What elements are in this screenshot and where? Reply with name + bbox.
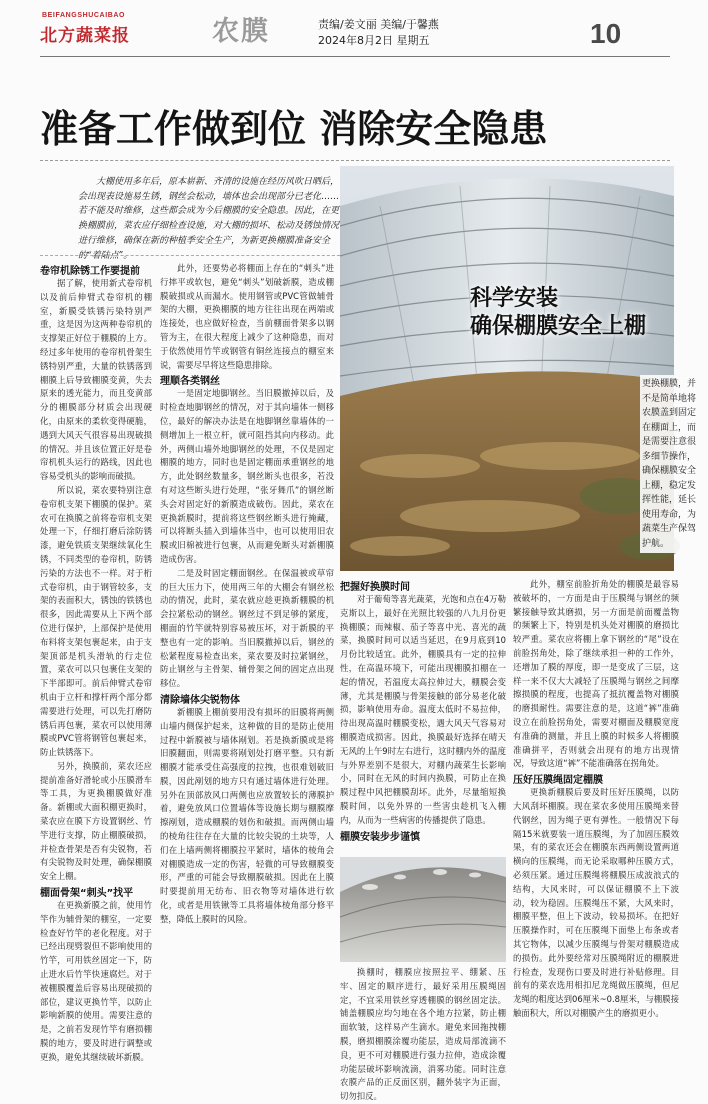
paragraph: 此外，还要势必将棚面上存在的“刺头”进行摔平或软包，避免“刺头”划破新膜，造成棚膜破损或从而漏水。使用钢管或PVC管做辅骨架的大棚，更换棚膜的地方往往出现在两端或连接处，也应做好检查，当前棚面骨架多以钢管为主，在很大程度上减少了这种隐患，而对于依然使用竹竿或钢管有铜丝连接点的棚室来说，需要尽早将这些隐患排除。 bbox=[160, 263, 334, 370]
paragraph: 此外，棚室前脸折角处的棚膜是最容易被破坏的，一方面是由于压膜绳与钢丝的频繁接触导致其磨损，另一方面是前面覆盖物的频繁上下，特别是机头处对棚膜的磨损比较严重。菜农应将棚上拿下钢丝的“尾”设在前脸拐角处，除了继续承担一种的工作外，还增加了膜的厚度，即一是变成了三层，这样一来不仅大大减轻了压膜绳与钢丝之间摩擦损膜的程度，也提高了抵抗覆盖物对棚膜的磨损耐性。需要注意的是，这道“裤”准确设立在前脸拐角处，需要对棚面及棚膜宽度有准确的测量，并且上膜的时候多人将棚膜准确拼平，否则就会出现有的地方出现情况，导致这道“裤”不能准确落在拐角处。 bbox=[513, 579, 679, 769]
paragraph: 所以说，菜农要特别注意卷帘机支架下棚膜的保护。菜农可在换膜之前将卷帘机支架处理一下，仔细打磨后涂防锈漆，避免铁质支架继续氧化生锈，不同类型的卷帘机，防锈污染的方法也不一样。对于桁式卷帘机，由于钢管较多，支架的表面积大，锈蚀的铁锈也很多，因此需要从上下两个部位进行保护，上部保护是使用布料将支架包裹起来，由于支架顶部是机头滑轨的行走位置，菜农可以只包裹住支架的下半部即可。前后伸臂式卷帘机由于立杆和撑杆两个部分都需要进行处理，可以先打磨防锈后再包裹，菜农可以使用薄膜或PVC管将钢管包裹起来，防止铁锈落下。 bbox=[40, 484, 152, 758]
paragraph: 一是固定地脚钢丝。当旧膜撤掉以后，及时检查地脚钢丝的情况，对于其向墙体一侧移位，最好的解决办法是在地脚钢丝靠墙体的一侧增加上一根立杆，就可阻挡其向内移动。此外，两侧山墙外地脚钢丝的处理，不仅是固定棚膜的地方，同时也是固定棚面承重钢丝的地方，此处钢丝数量多，钢丝断头也很多，若没有对这些断头进行处理，“张牙舞爪”的钢丝断头会对固定好的新膜造成破伤。因此，菜农在更换新膜时，提前将这些钢丝断头进行掩藏，可以将断头插入到墙体当中，也可以使用旧农膜或旧棉被进行包裹，从而避免断头对新棚膜造成伤害。 bbox=[160, 388, 334, 564]
column-3-bottom bbox=[340, 966, 506, 1102]
lead-divider bbox=[40, 255, 355, 256]
subheading-timing: 把握好换膜时间 bbox=[340, 582, 410, 593]
lead-paragraph: 大棚使用多年后，原本崭新、齐清的设施在经历风吹日晒后，会出现表设施易生锈，钢丝会松动，墙体也会出现部分已老化……若不能及时维修，这些都会成为今后棚膜的安全隐患。因此，在更换棚膜前，菜农应仔细检查设施，对大棚的损坏、松动及锈蚀情况进行维修，确保在新的种植季安全生产，为新更换棚膜准备安全的“着陆点”。 bbox=[78, 177, 340, 261]
subheading-installation: 棚膜安装步步谨慎 bbox=[340, 831, 420, 843]
paragraph: 新棚膜上棚前要用没有损坏的旧膜将两侧山墙内侧保护起来，这种做的目的是防止使用过程中新膜被与墙体剐划。若是换新膜或是将旧膜翻面，则需要将剐划处打磨平整。只有新棚膜才能承受住高强度的拉拽，也很难划破旧膜，因此剐划的地方只有通过墙体进行处理。另外在顶部放风口两侧也应放置较长的薄膜护着，避免放风口位置墙体等设施长期与棚膜摩擦剐划，造成棚膜的划伤和破损。而两侧山墙的棱角往往存在大量的比较尖锐的土块等，人们在上墙两侧将棚膜拉平紧时，墙体的棱角会对棚膜造成一定的伤害，轻微的可导致棚膜变形，严重的可能会导致棚膜破损。因此在上膜时要提前用无纺布、旧衣物等对墙体进行软化，或者是用铁锹等工具将墙体棱角部分修平整，降低上膜时的风险。 bbox=[160, 706, 334, 924]
subheading-rust-removal: 卷帘机除锈工作要提前 bbox=[40, 266, 140, 277]
headline-divider bbox=[40, 160, 670, 161]
greenhouse-photo bbox=[340, 166, 674, 571]
subheading-wall-sharp: 清除墙体尖锐物体 bbox=[160, 694, 240, 706]
film-photo bbox=[340, 857, 506, 962]
page-number: 10 bbox=[590, 18, 622, 49]
section-title: 农膜 bbox=[212, 16, 270, 47]
photo-title-line1: 科学安装 bbox=[470, 286, 559, 311]
paragraph: 换棚时，棚膜应按照拉平、绷紧、压牢、固定的顺序进行，最好采用压膜绳固定，不宜采用铁丝穿透棚膜的钢丝固定法。铺盖棚膜应均匀地在各个地方拉紧，防止棚面软皱，这样易产生滴水。避免来回拖拽棚膜，磨损棚膜涂覆功能层，造成局部流滴不良，更不可对棚膜进行强力拉伸，造成涂覆功能层破坏影响流滴，消雾功能。同时注意农膜产品的正反面区别，翻外装字为正面，切勿扣反。 bbox=[340, 967, 506, 1102]
column-2 bbox=[160, 262, 334, 1062]
subheading-frame-leveling: 棚面骨架“刺头”找平 bbox=[40, 888, 134, 900]
paragraph: 对于葡萄等喜光蔬菜，光饱和点在4万勒克斯以上，最好在光照比较强的八九月份更换棚膜；而辣椒、茄子等喜中光、喜光的蔬菜，换膜时间可以适当延迟，在9月底到10月份比较适宜。此外，棚膜具有一定的拉伸性，在高温环境下，可能出现棚膜扣棚在一起的情况，若温度太高拉伸过大，棚膜会变薄，尤其是棚膜与骨架接触的部分易老化破损，影响使用寿命。温度太低时不易拉伸，待出现高温时棚膜变松，遇大风天气容易对棚膜造成损害。因此，换膜最好选择在晴天无风的上午9时左右进行，这时棚内外的温度与外界差别不是很大，对棚内蔬菜生长影响小，同时在无风的时间内换膜，可防止在换膜过程中风把棚膜刮坏。此外，尽量缩短换膜时间，以免外界的一些害虫趁机飞入棚内，从而为一些病害的传播提供了隐患。 bbox=[340, 594, 506, 825]
paragraph: 更换新棚膜后要及时压好压膜绳，以防大风刮坏棚膜。现在菜农多使用压膜绳来替代钢丝，因为绳子更有弹性。一般情况下每隔15米就要装一道压膜绳，为了加固压膜效果，有的菜农还会在棚膜东西两侧设置两道横向的压膜绳，而无论采取哪种压膜方式，必须压紧。通过压膜绳将棚膜压成波浪式的结构，大风来时，可以保证棚膜不上下波动，较为稳固。压膜绳压不紧，大风来时，棚膜平整，但上下波动，较易损坏。在把好压膜操作时，可在压膜绳下面垫上布条或者其它物体，以减少压膜绳与骨架对棚膜造成的损伤。此外要经常对压膜绳附近的棚膜进行检查，发现伤口要及时进行补贴修理。目前有的菜农选用相扣尼龙绳做压膜绳，但尼龙绳的粗度达到06厘米~0.8厘米，与棚膜接触面积大，所以对棚膜产生的磨损更小。 bbox=[513, 787, 679, 1018]
masthead-logo-en: BEIFANGSHUCAIBAO bbox=[42, 12, 126, 19]
paragraph: 二是及时固定棚面钢丝。在保温被或草帘的巨大压力下，使用两三年的大棚会有钢丝松动的情况，此时，菜农就应趁更换新棚膜的机会拉紧松动的钢丝。钢丝过不到足够的紧度，棚面的竹竿就特别容易被压坏，对于新膜的平整也有一定的影响。当旧膜撤掉以后，钢丝的松紧程度易检查出来，菜农要及时拉紧钢丝，防止钢丝与主骨架、辅骨架之间的固定点出现移位。 bbox=[160, 567, 334, 689]
column-1 bbox=[40, 262, 152, 1062]
photo-caption: 更换棚膜，并不是简单地将农膜盖到固定在棚面上，而是需要注意很多细节操作，确保棚膜安全上棚，稳定发挥性能，延长使用寿命，为蔬菜生产保驾护航。 bbox=[640, 375, 704, 553]
editors-line: 责编/姜文丽 美编/于馨燕 bbox=[318, 18, 439, 31]
column-3 bbox=[340, 578, 506, 853]
photo-title bbox=[470, 285, 646, 341]
column-4 bbox=[513, 578, 679, 1062]
greenhouse-film-image bbox=[340, 857, 506, 962]
headline: 准备工作做到位 消除安全隐患 bbox=[40, 107, 548, 151]
date-line: 2024年8月2日 星期五 bbox=[318, 34, 430, 47]
paragraph: 在更换新膜之前，使用竹竿作为辅骨架的棚室，一定要检查好竹竿的老化程度。对于已经出现劈裂但不影响使用的竹竿，可用铁丝固定一下，防止进水后竹竿快速腐烂。对于被棚膜覆盖后容易出现破损的部位，建议更换竹竿，以防止影响新膜的使用。需要注意的是，之前若发现竹竿有磨损棚膜的地方，要及时进行调整或更换，避免其继续破坏新膜。 bbox=[40, 900, 152, 1062]
subheading-pressing-rope: 压好压膜绳固定棚膜 bbox=[513, 775, 603, 787]
photo-title-line2: 确保棚膜安全上棚 bbox=[470, 314, 647, 339]
masthead-logo: 北方蔬菜报 bbox=[40, 26, 130, 46]
paragraph: 另外，换膜前，菜农还应提前准备好滑轮或小压膜滑车等工具，为更换棚膜做好准备。新棚或大面积棚更换时，菜农应在膜下方设置钢丝、竹竿进行支撑，防止棚膜破损，并检查骨架是否有尖锐物，若有尖锐物及时处理，确保棚膜安全上棚。 bbox=[40, 760, 152, 882]
top-divider bbox=[40, 56, 670, 57]
subheading-steel-wire: 理顺各类钢丝 bbox=[160, 376, 220, 388]
greenhouse-image bbox=[340, 166, 674, 571]
paragraph: 据了解，使用新式卷帘机以及前后伸臂式卷帘机的棚室，新膜受铁锈污染特别严重，这是因为这两种卷帘机的支撑架正好位于棚膜的上方。经过多年使用的卷帘机骨架生锈特别严重，大量的铁锈落到棚膜上后导致棚膜变黄，失去原来的透光能力，而且变黄部分的棚膜部分材质会出现硬化，由原来的柔软变得硬脆，遇到大风天气很容易出现破损的情况。并且该位置正好是卷帘机机头运行的路线，因此也容易受机头的影响而破损。 bbox=[40, 278, 152, 482]
